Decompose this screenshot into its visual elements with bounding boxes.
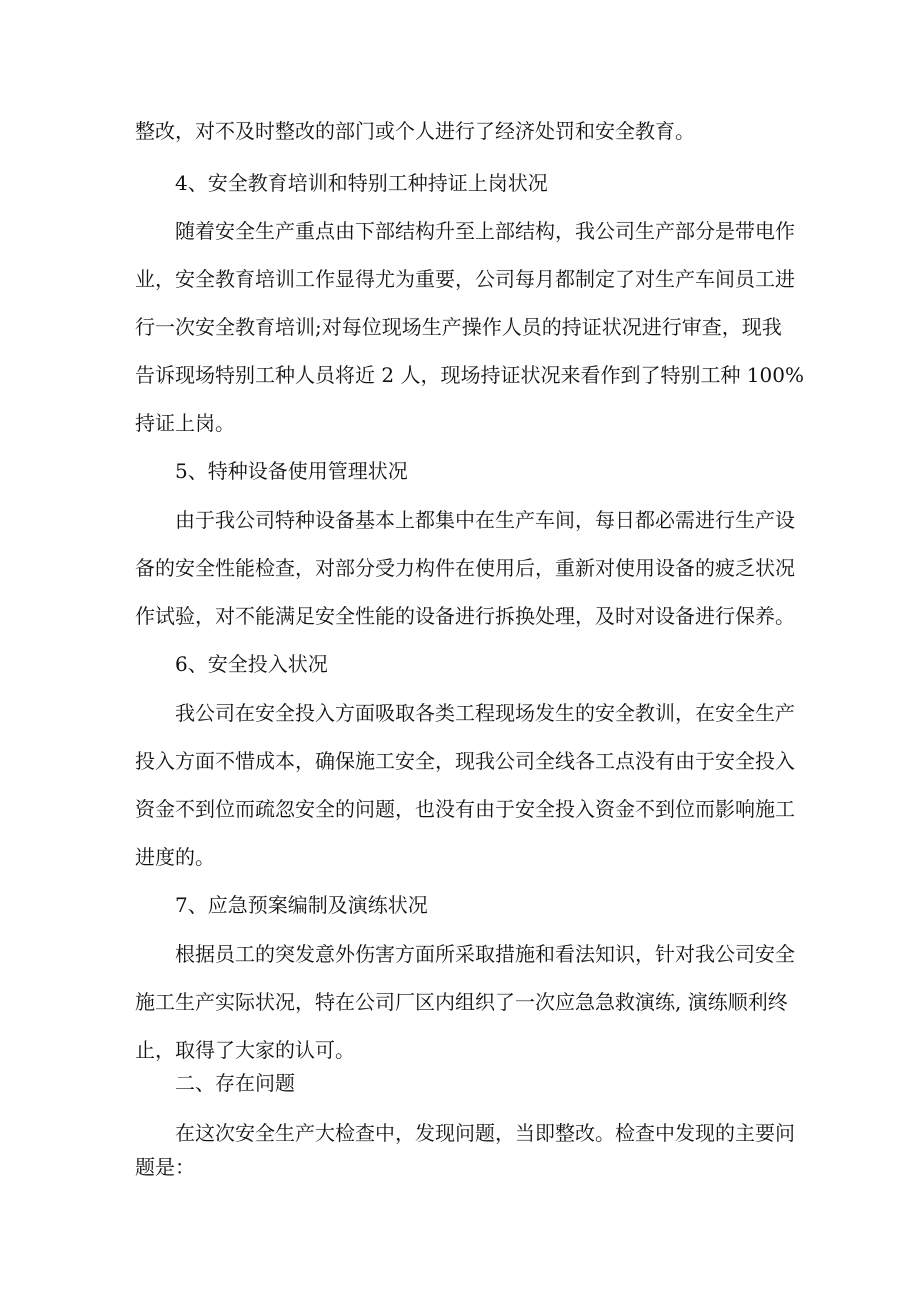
section-heading-issues: 二、存在问题 [175, 1071, 295, 1095]
paragraph-line: 在这次安全生产大检查中，发现问题，当即整改。检查中发现的主要问 [175, 1121, 795, 1145]
paragraph-line: 作试验，对不能满足安全性能的设备进行拆换处理，及时对设备进行保养。 [135, 604, 795, 628]
paragraph-line: 我公司在安全投入方面吸取各类工程现场发生的安全教训，在安全生产 [175, 701, 795, 725]
paragraph-line: 备的安全性能检查，对部分受力构件在使用后，重新对使用设备的疲乏状况 [135, 556, 795, 580]
paragraph-line: 业，安全教育培训工作显得尤为重要，公司每月都制定了对生产车间员工进 [135, 267, 795, 291]
paragraph-line: 施工生产实际状况，特在公司厂区内组织了一次应急急救演练, 演练顺利终 [135, 990, 788, 1014]
paragraph-line: 行一次安全教育培训;对每位现场生产操作人员的持证状况进行审查，现我 [135, 315, 782, 339]
section-heading-4: 4、安全教育培训和特别工种持证上岗状况 [175, 171, 548, 195]
paragraph-line: 进度的。 [135, 845, 215, 869]
paragraph-line: 根据员工的突发意外伤害方面所采取措施和看法知识，针对我公司安全 [175, 942, 795, 966]
paragraph-line: 止，取得了大家的认可。 [135, 1038, 355, 1062]
paragraph-line: 随着安全生产重点由下部结构升至上部结构，我公司生产部分是带电作 [175, 219, 795, 243]
section-heading-7: 7、应急预案编制及演练状况 [175, 893, 428, 917]
section-heading-5: 5、特种设备使用管理状况 [175, 459, 408, 483]
paragraph-line: 投入方面不惜成本，确保施工安全，现我公司全线各工点没有由于安全投入 [135, 749, 795, 773]
paragraph-line: 资金不到位而疏忽安全的问题，也没有由于安全投入资金不到位而影响施工 [135, 797, 795, 821]
paragraph-line: 题是： [135, 1155, 195, 1179]
section-heading-6: 6、安全投入状况 [175, 652, 328, 676]
paragraph-line: 由于我公司特种设备基本上都集中在生产车间，每日都必需进行生产设 [175, 508, 795, 532]
paragraph-line: 整改，对不及时整改的部门或个人进行了经济处罚和安全教育。 [135, 119, 695, 143]
paragraph-line: 告诉现场特别工种人员将近 2 人，现场持证状况来看作到了特别工种 100% [135, 363, 804, 387]
paragraph-line: 持证上岗。 [135, 411, 235, 435]
